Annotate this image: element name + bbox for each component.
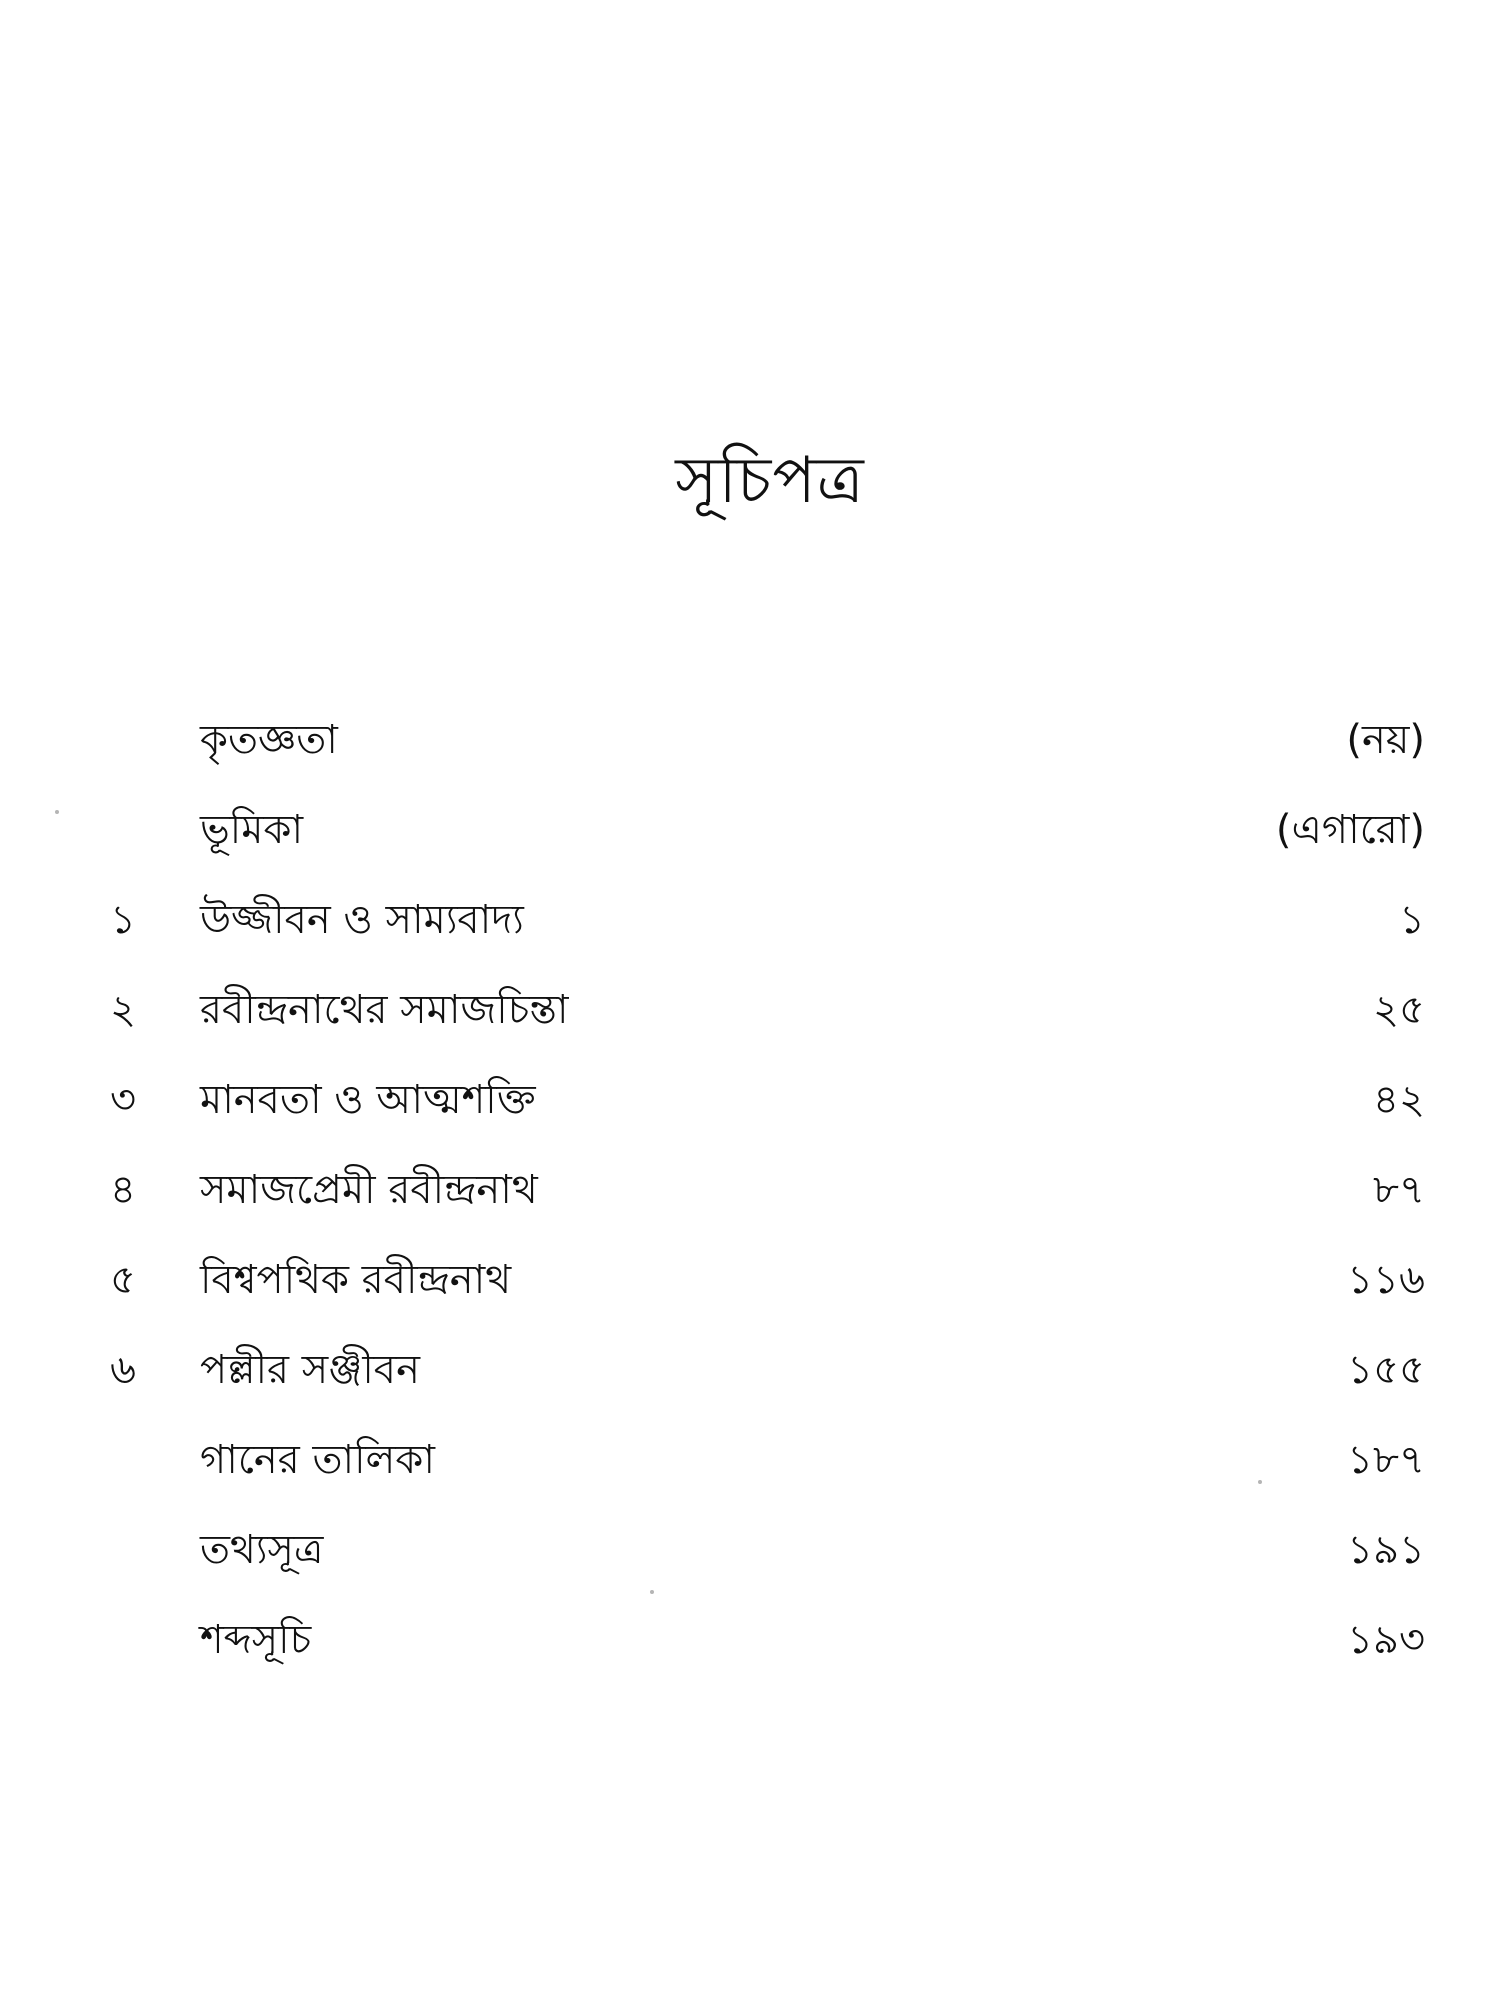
- toc-row: [100, 1430, 1425, 1520]
- toc-page-number: ৪২: [1373, 1077, 1425, 1123]
- toc-entry-title: পল্লীর সঞ্জীবন: [200, 1347, 420, 1393]
- toc-row: [100, 710, 1425, 800]
- toc-row: [100, 1340, 1425, 1430]
- toc-page-number: ১৮৭: [1347, 1437, 1425, 1483]
- toc-page-number: ১৯৩: [1347, 1617, 1425, 1663]
- toc-chapter-number: ২: [110, 987, 137, 1033]
- toc-chapter-number: ৪: [110, 1167, 136, 1213]
- toc-chapter-number: ৫: [110, 1257, 136, 1303]
- toc-chapter-number: ১: [110, 897, 136, 943]
- toc-entry-title: ভূমিকা: [200, 807, 304, 853]
- toc-page-number: ৮৭: [1373, 1167, 1425, 1213]
- toc-row: [100, 1520, 1425, 1610]
- toc-chapter-number: ৬: [110, 1347, 137, 1393]
- toc-page-number: ১৯১: [1347, 1527, 1425, 1573]
- toc-row: [100, 980, 1425, 1070]
- toc-entry-title: উজ্জীবন ও সাম্যবাদ্য: [200, 897, 524, 943]
- toc-chapter-number: ৩: [110, 1077, 137, 1123]
- paper-speck: [55, 810, 59, 814]
- toc-page-number: ১: [1399, 897, 1425, 943]
- toc-page-number: (এগারো): [1275, 807, 1425, 853]
- paper-speck: [650, 1590, 654, 1594]
- toc-row: [100, 1250, 1425, 1340]
- page-title: সূচিপত্র: [675, 444, 865, 518]
- toc-entry-title: রবীন্দ্রনাথের সমাজচিন্তা: [200, 987, 569, 1033]
- toc-page-number: ১৫৫: [1347, 1347, 1425, 1393]
- toc-entry-title: তথ্যসূত্র: [200, 1527, 324, 1573]
- toc-entry-title: বিশ্বপথিক রবীন্দ্রনাথ: [200, 1257, 512, 1303]
- toc-page-number: (নয়): [1346, 717, 1425, 763]
- toc-entry-title: মানবতা ও আত্মশক্তি: [200, 1077, 536, 1123]
- paper-speck: [1258, 1480, 1262, 1484]
- toc-row: [100, 890, 1425, 980]
- toc-entry-title: গানের তালিকা: [200, 1437, 435, 1483]
- toc-row: [100, 800, 1425, 890]
- table-of-contents: [100, 710, 1425, 1700]
- toc-row: [100, 1160, 1425, 1250]
- toc-row: [100, 1070, 1425, 1160]
- toc-entry-title: কৃতজ্ঞতা: [200, 717, 338, 763]
- toc-page-number: ২৫: [1373, 987, 1425, 1033]
- toc-entry-title: সমাজপ্রেমী রবীন্দ্রনাথ: [200, 1167, 538, 1213]
- toc-entry-title: শব্দসূচি: [200, 1617, 312, 1663]
- toc-page-number: ১১৬: [1347, 1257, 1425, 1303]
- toc-row: [100, 1610, 1425, 1700]
